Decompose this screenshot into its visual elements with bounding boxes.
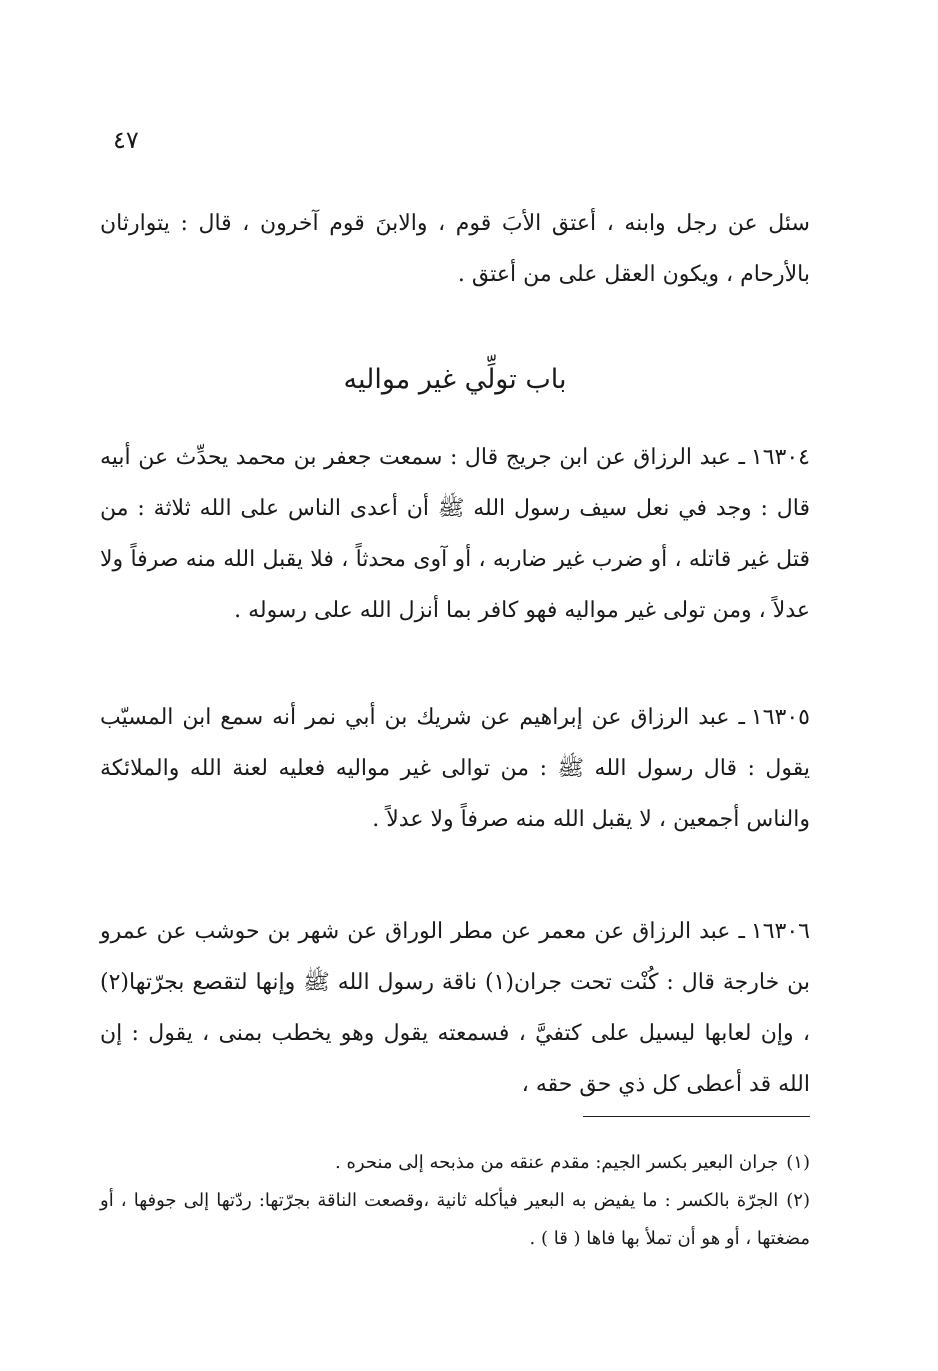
- intro-paragraph: [100, 198, 810, 300]
- page-number: ٤٧: [113, 126, 139, 154]
- hadith-text: ـ عبد الرزاق عن معمر عن مطر الوراق عن شهر بن حوشب عن عمرو بن خارجة قال : كُنْت تحت جران(١) ناقة رسول الله ﷺ وإنها لتقصع بجرّتها(٢) ، وإن لعابها ليسيل على كتفيَّ ، فسمعته يقول وهو يخطب بمنى ، يقول : إن الله قد أعطى كل ذي حق حقه ،: [100, 919, 810, 1097]
- footnote: [100, 1144, 810, 1182]
- footnote-text: الجرّة بالكسر : ما يفيض به البعير فيأكله ثانية ،وقصعت الناقة بجرّتها: ردّتها إلى جوفها ، أو مضغتها ، أو هو أن تملأ بها فاها ( قا ) .: [100, 1190, 810, 1249]
- intro-text: سئل عن رجل وابنه ، أعتق الأبَ قوم ، والابنَ قوم آخرون ، قال : يتوارثان بالأرحام ، ويكون العقل على من أعتق .: [100, 211, 810, 287]
- hadith-paragraph: [100, 692, 810, 845]
- footnote: [100, 1182, 810, 1258]
- hadith-text: ـ عبد الرزاق عن إبراهيم عن شريك بن أبي نمر أنه سمع ابن المسيّب يقول : قال رسول الله ﷺ : من توالى غير مواليه فعليه لعنة الله والملائكة والناس أجمعين ، لا يقبل الله منه صرفاً ولا عدلاً .: [100, 705, 810, 832]
- hadith-paragraph: [100, 432, 810, 636]
- hadith-number: ١٦٣٠٦: [750, 919, 810, 944]
- footnote-text: جران البعير بكسر الجيم: مقدم عنقه من مذبحه إلى منحره .: [335, 1152, 779, 1173]
- footnotes-section: [100, 1144, 810, 1258]
- chapter-title: باب تولِّي غير مواليه: [343, 364, 567, 395]
- footnote-divider: [583, 1116, 810, 1117]
- hadith-paragraph: [100, 906, 810, 1110]
- hadith-number: ١٦٣٠٤: [750, 445, 810, 470]
- hadith-text: ـ عبد الرزاق عن ابن جريج قال : سمعت جعفر بن محمد يحدِّث عن أبيه قال : وجد في نعل سيف رسول الله ﷺ أن أعدى الناس على الله ثلاثة : من قتل غير قاتله ، أو ضرب غير ضاربه ، أو آوى محدثاً ، فلا يقبل الله منه صرفاً ولا عدلاً ، ومن تولى غير مواليه فهو كافر بما أنزل الله على رسوله .: [100, 445, 810, 623]
- footnote-marker: (٢): [786, 1190, 810, 1211]
- hadith-number: ١٦٣٠٥: [750, 705, 810, 730]
- footnote-marker: (١): [786, 1152, 810, 1173]
